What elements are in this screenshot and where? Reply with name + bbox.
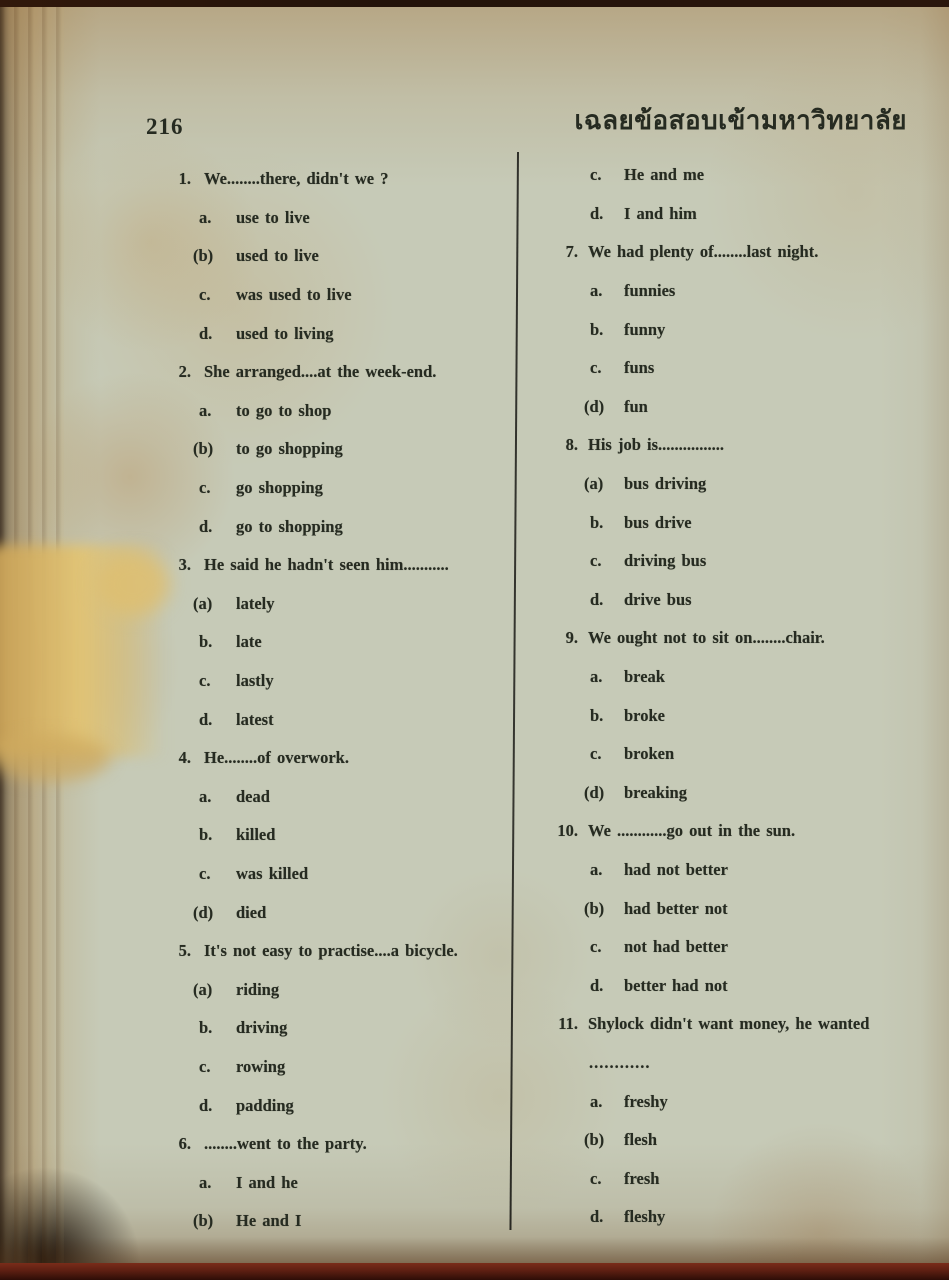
option-text: break	[624, 667, 665, 687]
option-label: c.	[199, 671, 211, 691]
question-row	[165, 546, 510, 585]
option-label: b.	[590, 512, 604, 532]
option-text: driving bus	[624, 551, 707, 571]
option-row	[165, 392, 510, 431]
option-text: latest	[236, 709, 274, 729]
option-row-correct-answer	[550, 465, 940, 504]
question-row	[165, 932, 510, 971]
option-label: c.	[199, 285, 211, 305]
option-text: funnies	[624, 281, 676, 301]
question-row	[165, 353, 510, 392]
question-number: 11.	[558, 1014, 578, 1034]
option-label: d.	[590, 1207, 604, 1227]
question-row	[550, 233, 940, 272]
correct-answer-label: (b)	[193, 246, 214, 266]
option-row	[550, 156, 940, 195]
option-row-correct-answer	[165, 970, 510, 1009]
option-text: bus driving	[624, 474, 707, 494]
option-text: rowing	[236, 1056, 286, 1076]
option-row-correct-answer	[550, 774, 940, 813]
question-number: 6.	[178, 1134, 191, 1154]
option-text: better had not	[624, 975, 728, 995]
option-row	[550, 195, 940, 234]
option-text: go to shopping	[236, 516, 343, 536]
correct-answer-label: (d)	[584, 782, 605, 802]
option-label: b.	[590, 319, 604, 339]
option-row	[165, 276, 510, 315]
table-surface-edge	[0, 1263, 949, 1280]
option-row	[165, 469, 510, 508]
page-number: 216	[146, 114, 184, 139]
option-text: to go to shop	[236, 400, 332, 420]
question-number: 4.	[178, 748, 191, 768]
question-text: He........of overwork.	[204, 748, 349, 768]
option-text: was killed	[236, 863, 309, 883]
question-text: We had plenty of........last night.	[588, 242, 819, 262]
option-row-correct-answer	[165, 893, 510, 932]
option-row-correct-answer	[550, 1121, 940, 1160]
option-row	[550, 966, 940, 1005]
option-text: broken	[624, 744, 675, 764]
question-row	[165, 1125, 510, 1164]
option-label: a.	[590, 667, 603, 687]
page-bottom-shadow	[0, 1237, 949, 1263]
option-text: breaking	[624, 782, 687, 802]
option-label: c.	[199, 478, 211, 498]
correct-answer-label: (b)	[193, 1211, 214, 1231]
option-label: a.	[199, 786, 212, 806]
option-label: c.	[199, 1056, 211, 1076]
option-text: He and me	[624, 165, 705, 185]
option-row	[550, 696, 940, 735]
option-row-correct-answer	[165, 430, 510, 469]
question-continuation	[550, 1044, 940, 1083]
question-text: Shylock didn't want money, he wanted	[588, 1014, 870, 1034]
question-number: 3.	[178, 555, 191, 575]
option-label: b.	[199, 825, 213, 845]
option-row	[550, 735, 940, 774]
option-label: a.	[590, 1091, 603, 1111]
option-label: a.	[590, 859, 603, 879]
option-row	[550, 851, 940, 890]
right-column	[550, 156, 940, 1237]
option-label: d.	[590, 203, 604, 223]
option-row	[165, 700, 510, 739]
option-row-correct-answer	[165, 237, 510, 276]
option-label: c.	[590, 165, 602, 185]
option-row	[165, 816, 510, 855]
option-row	[550, 349, 940, 388]
option-text: bus drive	[624, 512, 692, 532]
question-number: 5.	[178, 941, 191, 961]
option-label: a.	[590, 281, 603, 301]
question-number: 7.	[565, 242, 578, 262]
question-row	[550, 1005, 940, 1044]
option-label: a.	[199, 400, 212, 420]
correct-answer-label: (a)	[193, 593, 213, 613]
option-row	[165, 623, 510, 662]
left-column	[165, 160, 510, 1241]
option-label: c.	[590, 744, 602, 764]
option-text: I and him	[624, 203, 697, 223]
option-text: fun	[624, 396, 648, 416]
question-text: We........there, didn't we ?	[204, 169, 389, 189]
page-header-thai: เฉลยข้อสอบเข้ามหาวิทยาลัย	[574, 106, 907, 136]
correct-answer-label: (d)	[584, 396, 605, 416]
option-text: use to live	[236, 207, 310, 227]
question-row	[550, 426, 940, 465]
option-row	[165, 507, 510, 546]
question-row	[550, 619, 940, 658]
option-text: lastly	[236, 671, 274, 691]
option-text: fleshy	[624, 1207, 666, 1227]
option-text: had not better	[624, 859, 728, 879]
option-text: funs	[624, 358, 655, 378]
question-row	[165, 739, 510, 778]
option-label: c.	[590, 358, 602, 378]
option-row	[165, 778, 510, 817]
option-text: flesh	[624, 1130, 657, 1150]
page-top-dark-edge	[0, 0, 949, 7]
option-text: riding	[236, 979, 280, 999]
option-text: driving	[236, 1018, 288, 1038]
correct-answer-label: (a)	[193, 979, 213, 999]
option-row	[550, 928, 940, 967]
option-text: I and he	[236, 1172, 298, 1192]
option-row	[550, 272, 940, 311]
option-row	[165, 1009, 510, 1048]
option-text: died	[236, 902, 267, 922]
correct-answer-label: (a)	[584, 474, 604, 494]
correct-answer-label: (b)	[584, 898, 605, 918]
correct-answer-label: (d)	[193, 902, 214, 922]
option-text: padding	[236, 1095, 294, 1115]
option-text: fresh	[624, 1168, 660, 1188]
option-label: a.	[199, 207, 212, 227]
option-label: c.	[199, 863, 211, 883]
option-row	[550, 1159, 940, 1198]
option-text: not had better	[624, 937, 728, 957]
option-row	[165, 199, 510, 238]
question-number: 9.	[565, 628, 578, 648]
option-text: killed	[236, 825, 276, 845]
question-text: ........went to the party.	[204, 1134, 367, 1154]
option-label: d.	[590, 589, 604, 609]
option-text: used to live	[236, 246, 319, 266]
option-text: drive bus	[624, 589, 692, 609]
option-row-correct-answer	[550, 388, 940, 427]
option-row	[550, 658, 940, 697]
option-text: dead	[236, 786, 270, 806]
option-label: b.	[199, 632, 213, 652]
option-row	[165, 314, 510, 353]
option-text: had better not	[624, 898, 728, 918]
option-text: used to living	[236, 323, 334, 343]
option-text: funny	[624, 319, 666, 339]
question-text: He said he hadn't seen him...........	[204, 555, 449, 575]
option-row	[550, 503, 940, 542]
question-text: She arranged....at the week-end.	[204, 362, 437, 382]
option-row	[165, 855, 510, 894]
option-row	[550, 310, 940, 349]
option-label: c.	[590, 551, 602, 571]
question-number: 1.	[178, 169, 191, 189]
option-text: go shopping	[236, 478, 323, 498]
option-row	[165, 1163, 510, 1202]
option-row-correct-answer	[165, 585, 510, 624]
question-row	[550, 812, 940, 851]
option-label: d.	[199, 516, 213, 536]
paper-stain	[96, 552, 170, 616]
option-label: b.	[590, 705, 604, 725]
question-text: It's not easy to practise....a bicycle.	[204, 941, 458, 961]
question-row	[165, 160, 510, 199]
question-text: We ought not to sit on........chair.	[588, 628, 825, 648]
question-number: 2.	[178, 362, 191, 382]
option-text: lately	[236, 593, 275, 613]
option-row	[550, 581, 940, 620]
option-label: d.	[590, 975, 604, 995]
question-number: 10.	[557, 821, 578, 841]
option-label: c.	[590, 937, 602, 957]
option-row	[165, 1048, 510, 1087]
option-row	[165, 662, 510, 701]
option-row	[550, 1082, 940, 1121]
question-text: His job is................	[588, 435, 725, 455]
option-text: late	[236, 632, 262, 652]
option-label: d.	[199, 709, 213, 729]
option-label: b.	[199, 1018, 213, 1038]
option-label: c.	[590, 1168, 602, 1188]
option-row	[550, 542, 940, 581]
option-text: He and I	[236, 1211, 302, 1231]
option-text: to go shopping	[236, 439, 343, 459]
option-row	[165, 1086, 510, 1125]
option-row-correct-answer	[550, 889, 940, 928]
question-text: ............	[589, 1052, 651, 1072]
option-text: freshy	[624, 1091, 668, 1111]
option-text: broke	[624, 705, 665, 725]
correct-answer-label: (b)	[193, 439, 214, 459]
option-row-correct-answer	[165, 1202, 510, 1241]
option-label: a.	[199, 1172, 212, 1192]
question-text: We ............go out in the sun.	[588, 821, 796, 841]
option-row	[550, 1198, 940, 1237]
option-text: was used to live	[236, 285, 352, 305]
option-label: d.	[199, 323, 213, 343]
correct-answer-label: (b)	[584, 1130, 605, 1150]
option-label: d.	[199, 1095, 213, 1115]
question-number: 8.	[565, 435, 578, 455]
